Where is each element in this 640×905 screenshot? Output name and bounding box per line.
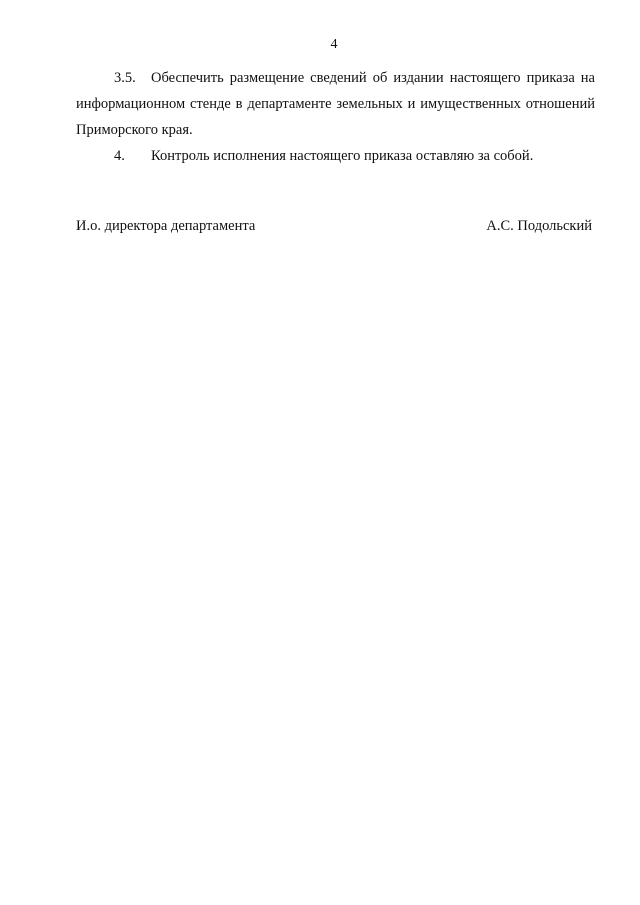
- paragraph-3-5: [76, 65, 595, 143]
- paragraph-number: 4.: [114, 148, 125, 164]
- signatory-position: И.о. директора департамента: [76, 218, 256, 234]
- paragraph-number: 3.5.: [114, 70, 136, 86]
- page-number: 4: [330, 37, 338, 52]
- paragraph-text: Обеспечить размещение сведений об издании настоящего приказа на информационном стенде в департаменте земельных и имущественных отношений Приморского края.: [76, 70, 595, 138]
- paragraph-text: Контроль исполнения настоящего приказа оставляю за собой.: [151, 148, 534, 164]
- signatory-name: А.С. Подольский: [486, 218, 592, 234]
- paragraph-4: [76, 143, 595, 169]
